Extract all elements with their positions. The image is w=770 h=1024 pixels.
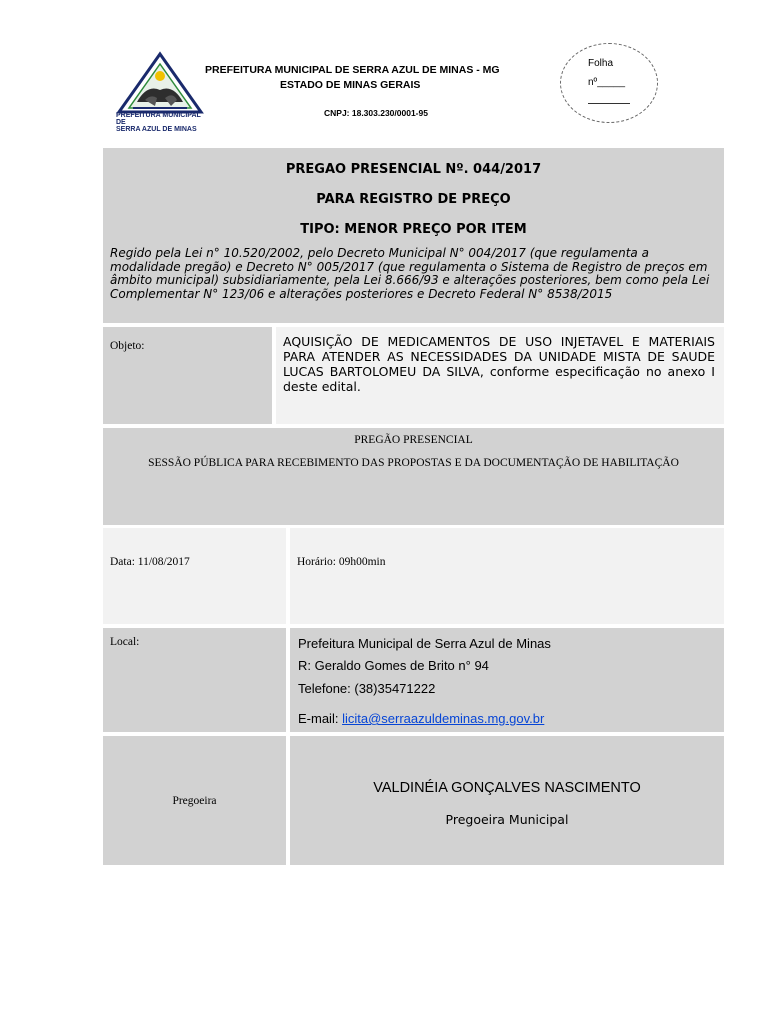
title-cell [103, 148, 724, 323]
pregoeira-name: VALDINÉIA GONÇALVES NASCIMENTO [373, 780, 641, 796]
registro-preco-title: PARA REGISTRO DE PREÇO [316, 192, 511, 207]
stamp-number-label: nº_____ [588, 77, 626, 88]
logo-caption-line-2: SERRA AZUL DE MINAS [116, 126, 197, 133]
local-email-line [298, 711, 544, 726]
objeto-text-cell [276, 327, 724, 424]
data-text: Data: 11/08/2017 [110, 556, 190, 568]
objeto-label-cell [103, 327, 272, 424]
local-details-cell [290, 628, 724, 732]
document-header [0, 0, 770, 140]
cnpj-text: CNPJ: 18.303.230/0001-95 [324, 108, 428, 118]
pregoeira-role: Pregoeira Municipal [445, 812, 569, 827]
logo-caption [116, 112, 206, 133]
sessao-pregao-label: PREGÃO PRESENCIAL [354, 434, 473, 446]
sessao-cell [103, 428, 724, 525]
local-label-cell [103, 628, 286, 732]
local-phone: Telefone: (38)35471222 [298, 681, 436, 696]
objeto-text: AQUISIÇÃO DE MEDICAMENTOS DE USO INJETAVEL E MATERIAIS PARA ATENDER AS NECESSIDADES DA UNIDADE MISTA DE SAUDE LUCAS BARTOLOMEU DA SILVA, conforme especificação no anexo I deste edital. [283, 334, 715, 394]
horario-cell [290, 528, 724, 624]
municipality-title: PREFEITURA MUNICIPAL DE SERRA AZUL DE MINAS - MG [205, 64, 500, 76]
logo-caption-line-1: PREFEITURA MUNICIPAL DE [116, 112, 201, 126]
email-label: E-mail: [298, 711, 343, 726]
horario-text: Horário: 09h00min [297, 556, 386, 568]
regido-paragraph: Regido pela Lei n° 10.520/2002, pelo Decreto Municipal N° 004/2017 (que regulamenta a modalidade pregão) e Decreto N° 005/2017 (que regulamenta o Sistema de Registro de preços em âmbito municipal) subsidiariamente, pela Lei 8.666/93 e alterações posteriores, bem como pela Lei Complementar N° 123/06 e alterações posteriores e Decreto Federal N° 8538/2015 [110, 246, 710, 301]
tipo-title: TIPO: MENOR PREÇO POR ITEM [300, 222, 527, 237]
pregao-number-title: PREGAO PRESENCIAL Nº. 044/2017 [285, 162, 542, 177]
objeto-label: Objeto: [110, 340, 145, 352]
state-title: ESTADO DE MINAS GERAIS [280, 79, 421, 91]
stamp-signature-line [588, 103, 630, 104]
local-address: R: Geraldo Gomes de Brito n° 94 [298, 658, 489, 673]
pregoeira-signature-cell [290, 736, 724, 865]
local-prefeitura: Prefeitura Municipal de Serra Azul de Minas [298, 636, 551, 651]
pregoeira-label-cell [103, 736, 286, 865]
local-label: Local: [110, 636, 140, 648]
stamp-folha-label: Folha [588, 58, 614, 69]
sessao-description: SESSÃO PÚBLICA PARA RECEBIMENTO DAS PROPOSTAS E DA DOCUMENTAÇÃO DE HABILITAÇÃO [148, 457, 679, 469]
email-link[interactable]: licita@serraazuldeminas.mg.gov.br [342, 711, 545, 726]
data-cell [103, 528, 286, 624]
pregoeira-label: Pregoeira [172, 795, 217, 807]
